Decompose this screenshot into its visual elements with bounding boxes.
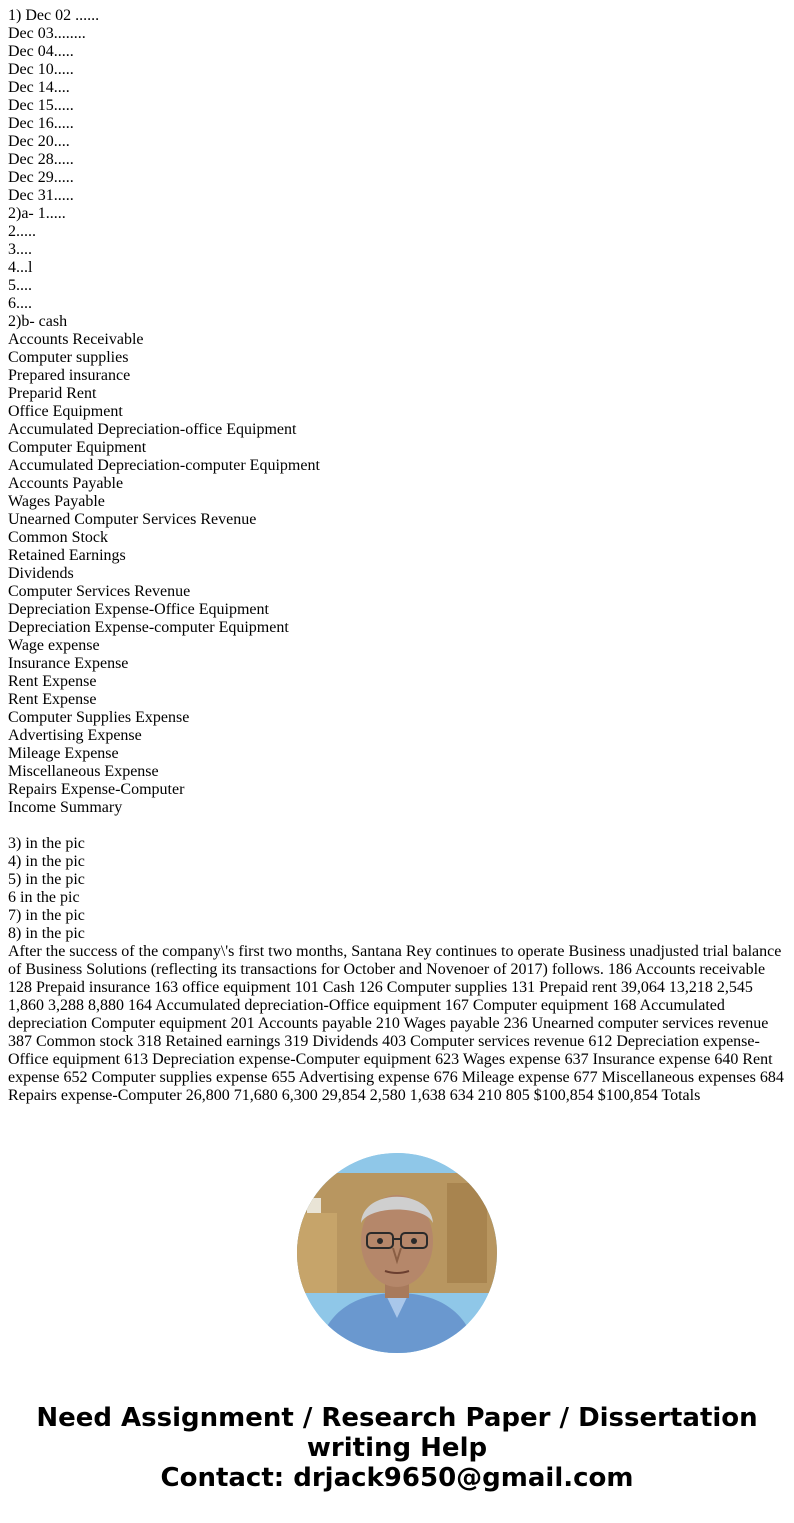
account-name: Retained Earnings bbox=[8, 547, 126, 564]
answer-line: Dec 04..... bbox=[8, 43, 74, 60]
answer-line: 2)b- cash bbox=[8, 313, 68, 330]
account-name: Miscellaneous Expense bbox=[8, 763, 159, 780]
pic-reference-line: 8) in the pic bbox=[8, 925, 85, 942]
promo-contact: Contact: drjack9650@gmail.com bbox=[160, 1463, 634, 1493]
account-name: Repairs Expense-Computer bbox=[8, 781, 185, 798]
account-name: Preparid Rent bbox=[8, 385, 97, 402]
account-name: Accumulated Depreciation-computer Equipment bbox=[8, 457, 320, 474]
answer-line: Dec 20.... bbox=[8, 133, 70, 150]
answer-line: 2)a- 1..... bbox=[8, 205, 66, 222]
account-name: Rent Expense bbox=[8, 673, 97, 690]
account-name: Depreciation Expense-computer Equipment bbox=[8, 619, 289, 636]
answer-line: 5.... bbox=[8, 277, 32, 294]
account-name: Accounts Payable bbox=[8, 475, 124, 492]
account-name: Common Stock bbox=[8, 529, 109, 546]
answer-line: Dec 29..... bbox=[8, 169, 74, 186]
answer-line: Dec 14.... bbox=[8, 79, 70, 96]
pic-reference-line: 7) in the pic bbox=[8, 907, 85, 924]
account-name: Office Equipment bbox=[8, 403, 123, 420]
account-name: Rent Expense bbox=[8, 691, 97, 708]
account-name: Computer supplies bbox=[8, 349, 129, 366]
pic-reference-line: 6 in the pic bbox=[8, 889, 80, 906]
account-name: Accumulated Depreciation-office Equipment bbox=[8, 421, 297, 438]
author-avatar bbox=[297, 1153, 497, 1353]
answer-line: 6.... bbox=[8, 295, 32, 312]
account-name: Computer Services Revenue bbox=[8, 583, 191, 600]
account-name: Computer Equipment bbox=[8, 439, 147, 456]
answer-line: Dec 31..... bbox=[8, 187, 74, 204]
answer-line: Dec 16..... bbox=[8, 115, 74, 132]
account-name: Mileage Expense bbox=[8, 745, 119, 762]
answer-line: 2..... bbox=[8, 223, 36, 240]
account-name: Prepared insurance bbox=[8, 367, 131, 384]
account-name: Dividends bbox=[8, 565, 74, 582]
answer-line: Dec 10..... bbox=[8, 61, 74, 78]
answer-line: 4...l bbox=[8, 259, 33, 276]
problem-paragraph: After the success of the company\'s first two months, Santana Rey continues to operate Business unadjusted trial balance of Business Solutions (reflecting its transactions for October and Novenoer of 2017) follows. 186 Accounts receivable 128 Prepaid insurance 163 office equipment 101 Cash 126 Computer supplies 131 Prepaid rent 39,064 13,218 2,545 1,860 3,288 8,880 164 Accumulated depreciation-Office equipment 167 Computer equipment 168 Accumulated depreciation Computer equipment 201 Accounts payable 210 Wages payable 236 Unearned computer services revenue 387 Common stock 318 Retained earnings 319 Dividends 403 Computer services revenue 612 Depreciation expense-Office equipment 613 Depreciation expense-Computer equipment 623 Wages expense 637 Insurance expense 640 Rent expense 652 Computer supplies expense 655 Advertising expense 676 Mileage expense 677 Miscellaneous expenses 684 Repairs expense-Computer 26,800 71,680 6,300 29,854 2,580 1,638 634 210 805 $100,854 $100,854 Totals bbox=[8, 943, 784, 1104]
answer-line: 3.... bbox=[8, 241, 32, 258]
document-body bbox=[8, 7, 786, 1105]
answer-line: Dec 28..... bbox=[8, 151, 74, 168]
accounts-list bbox=[8, 331, 786, 817]
promo-line-2: writing Help bbox=[306, 1433, 488, 1463]
spacer bbox=[8, 817, 786, 835]
pic-reference-line: 4) in the pic bbox=[8, 853, 85, 870]
account-name: Accounts Receivable bbox=[8, 331, 144, 348]
account-name: Insurance Expense bbox=[8, 655, 129, 672]
answer-line: 1) Dec 02 ...... bbox=[8, 7, 100, 24]
account-name: Computer Supplies Expense bbox=[8, 709, 190, 726]
answer-line: Dec 03........ bbox=[8, 25, 86, 42]
account-name: Income Summary bbox=[8, 799, 123, 816]
promo-line-1: Need Assignment / Research Paper / Dissertation bbox=[36, 1403, 758, 1433]
pic-reference-line: 3) in the pic bbox=[8, 835, 85, 852]
avatar-portrait-icon bbox=[297, 1153, 497, 1353]
account-name: Unearned Computer Services Revenue bbox=[8, 511, 257, 528]
pic-references bbox=[8, 835, 786, 943]
answers-section-1 bbox=[8, 7, 786, 331]
promo-banner bbox=[0, 1403, 794, 1493]
account-name: Depreciation Expense-Office Equipment bbox=[8, 601, 269, 618]
account-name: Advertising Expense bbox=[8, 727, 142, 744]
pic-reference-line: 5) in the pic bbox=[8, 871, 85, 888]
answer-line: Dec 15..... bbox=[8, 97, 74, 114]
account-name: Wages Payable bbox=[8, 493, 105, 510]
account-name: Wage expense bbox=[8, 637, 100, 654]
